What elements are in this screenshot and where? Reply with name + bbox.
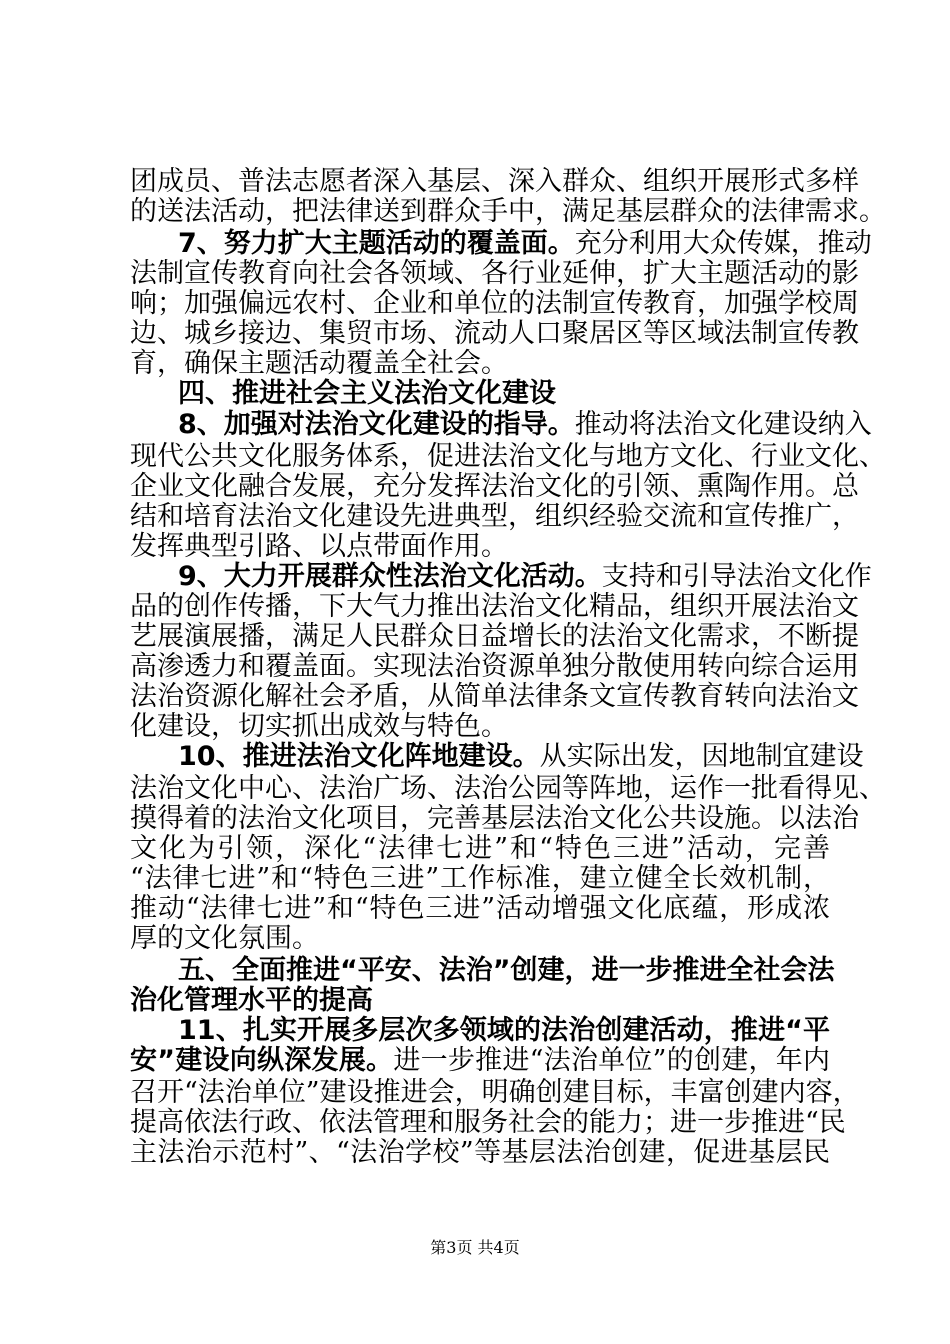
body-text: 高渗透力和覆盖面。实现法治资源单独分散使用转向综合运用 xyxy=(130,651,859,682)
body-text: 的送法活动，把法律送到群众手中，满足基层群众的法律需求。 xyxy=(130,196,886,227)
text-line xyxy=(130,984,830,1018)
body-text: 团成员、普法志愿者深入基层、深入群众、组织开展形式多样 xyxy=(130,166,859,197)
body-text: 提高依法行政、依法管理和服务社会的能力；进一步推进“民 xyxy=(130,1107,846,1138)
body-text: 充分利用大众传媒，推动 xyxy=(574,228,872,259)
bold-heading-text: 四、推进社会主义法治文化建设 xyxy=(178,378,556,409)
text-line xyxy=(130,1106,846,1140)
body-text: 法制宣传教育向社会各领域、各行业延伸，扩大主题活动的影 xyxy=(130,258,859,289)
body-text: 结和培育法治文化建设先进典型，组织经验交流和宣传推广， xyxy=(130,501,859,532)
text-line xyxy=(130,922,830,956)
bold-heading-text: 8、加强对法治文化建设的指导。 xyxy=(178,409,575,440)
text-line xyxy=(178,377,830,411)
body-text: 企业文化融合发展，充分发挥法治文化的引领、熏陶作用。总 xyxy=(130,471,859,502)
body-text: 从实际出发，因地制宜建设 xyxy=(539,741,864,772)
text-line xyxy=(178,227,872,261)
body-text: 响；加强偏远农村、企业和单位的法制宣传教育，加强学校周 xyxy=(130,288,859,319)
body-text: 品的创作传播，下大气力推出法治文化精品，组织开展法治文 xyxy=(130,591,859,622)
body-text: 艺展演展播，满足人民群众日益增长的法治文化需求，不断提 xyxy=(130,621,859,652)
body-text: 化建设，切实抓出成效与特色。 xyxy=(130,711,508,742)
body-text: 主法治示范村”、“法治学校”等基层法治创建，促进基层民 xyxy=(130,1137,830,1168)
bold-heading-text: 安”建设向纵深发展。 xyxy=(130,1045,394,1076)
bold-heading-text: 治化管理水平的提高 xyxy=(130,985,373,1016)
body-text: 发挥典型引路、以点带面作用。 xyxy=(130,531,508,562)
bold-heading-text: 五、全面推进“平安、法治”创建，进一步推进全社会法 xyxy=(178,955,835,986)
page-footer: 第3页 共4页 xyxy=(430,1238,520,1257)
body-text: 召开“法治单位”建设推进会，明确创建目标，丰富创建内容， xyxy=(130,1077,860,1108)
text-line xyxy=(130,195,886,229)
text-line xyxy=(178,740,864,774)
body-text: 边、城乡接边、集贸市场、流动人口聚居区等区域法制宣传教 xyxy=(130,318,859,349)
text-line xyxy=(130,832,830,866)
text-line xyxy=(130,772,886,806)
body-text: 进一步推进“法治单位”的创建，年内 xyxy=(393,1045,831,1076)
text-line xyxy=(130,650,859,684)
text-line xyxy=(178,1014,830,1048)
text-line xyxy=(130,1044,830,1078)
body-text: 厚的文化氛围。 xyxy=(130,923,319,954)
text-line xyxy=(178,560,872,594)
body-text: 法治资源化解社会矛盾，从简单法律条文宣传教育转向法治文 xyxy=(130,681,859,712)
bold-heading-text: 7、努力扩大主题活动的覆盖面。 xyxy=(178,228,575,259)
text-line xyxy=(178,954,835,988)
bold-heading-text: 10、推进法治文化阵地建设。 xyxy=(178,741,540,772)
text-line xyxy=(130,802,859,836)
text-line xyxy=(130,590,859,624)
body-text: 文化为引领，深化“法律七进”和“特色三进”活动，完善 xyxy=(130,833,830,864)
body-text: 支持和引导法治文化作 xyxy=(601,561,872,592)
text-line xyxy=(130,317,859,351)
body-text: 法治文化中心、法治广场、法治公园等阵地，运作一批看得见、 xyxy=(130,773,886,804)
text-line xyxy=(130,530,830,564)
text-line xyxy=(130,1076,860,1110)
text-line xyxy=(130,620,859,654)
body-text: 推动将法治文化建设纳入 xyxy=(574,409,872,440)
text-line xyxy=(130,500,859,534)
body-text: 摸得着的法治文化项目，完善基层法治文化公共设施。以法治 xyxy=(130,803,859,834)
body-text: 推动“法律七进”和“特色三进”活动增强文化底蕴，形成浓 xyxy=(130,893,830,924)
text-line xyxy=(130,257,859,291)
text-line xyxy=(130,892,830,926)
body-text: “法律七进”和“特色三进”工作标准，建立健全长效机制， xyxy=(130,863,830,894)
bold-heading-text: 9、大力开展群众性法治文化活动。 xyxy=(178,561,602,592)
text-line xyxy=(130,1136,830,1170)
text-line xyxy=(178,408,872,442)
text-line xyxy=(130,862,830,896)
bold-heading-text: 11、扎实开展多层次多领域的法治创建活动，推进“平 xyxy=(178,1015,830,1046)
text-line xyxy=(130,287,859,321)
text-line xyxy=(130,470,859,504)
text-line xyxy=(130,165,859,199)
body-text: 现代公共文化服务体系，促进法治文化与地方文化、行业文化、 xyxy=(130,441,886,472)
text-line xyxy=(130,680,859,714)
text-line xyxy=(130,347,830,381)
text-line xyxy=(130,440,886,474)
body-text: 育，确保主题活动覆盖全社会。 xyxy=(130,348,508,379)
text-line xyxy=(130,710,830,744)
